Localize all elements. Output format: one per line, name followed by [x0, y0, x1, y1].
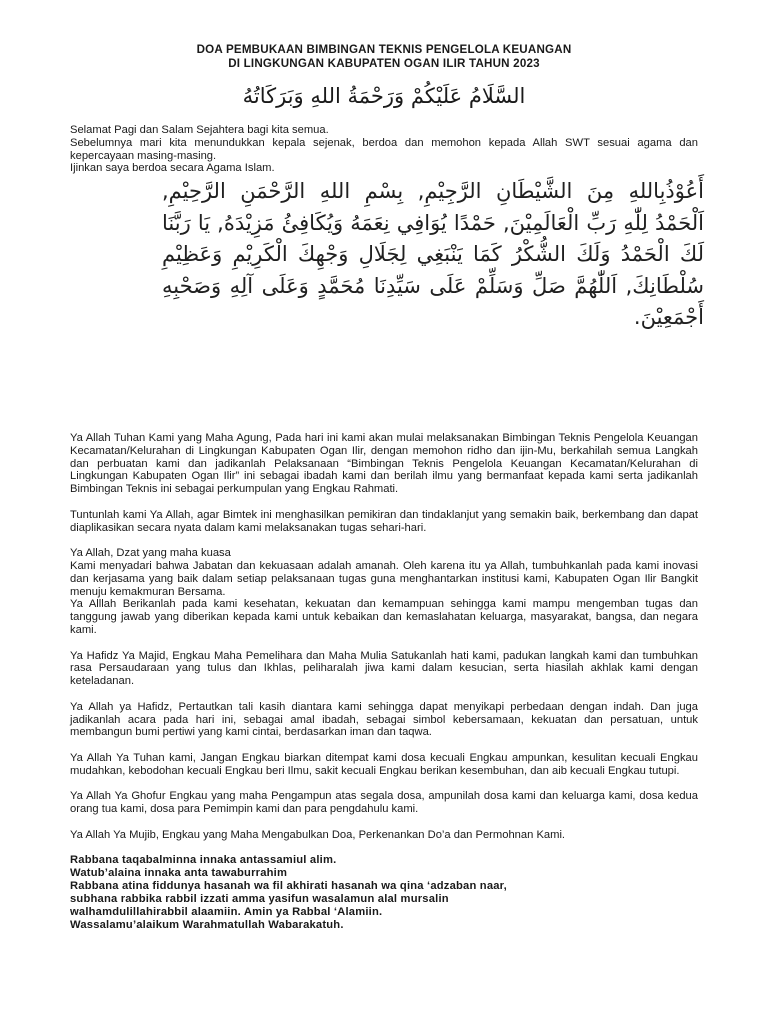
- closing-line: Rabbana atina fiddunya hasanah wa fil akhirati hasanah wa qina ‘adzaban naar,: [70, 880, 507, 893]
- closing-line: subhana rabbika rabbil izzati amma yasifun wasalamun alal mursalin: [70, 893, 449, 906]
- paragraph-hafidz: Ya Allah ya Hafidz, Pertautkan tali kasih diantara kami sehingga dapat menyikapi perbedaan dengan indah. Dan juga jadikanlah acara pada hari ini, sebagai amal ibadah, sebagai simbol kebersamaan, kekuatan dan persatuan, untuk membangun bumi pertiwi yang kami cintai, berdasarkan iman dan taqwa.: [70, 700, 698, 739]
- closing-line: walhamdulillahirabbil alaamiin. Amin ya Rabbal ‘Alamiin.: [70, 906, 383, 919]
- closing-salam: Wassalamu’alaikum Warahmatullah Wabarakatuh.: [70, 919, 344, 932]
- closing-line: Rabbana taqabalminna innaka antassamiul alim.: [70, 854, 337, 867]
- paragraph-hafidz-majid: Ya Hafidz Ya Majid, Engkau Maha Pemelihara dan Maha Mulia Satukanlah hati kami, padukan langkah kami dan tumbuhkan rasa Persaudaraan yang tulus dan Ikhlas, peliharalah jiwa kami dalam kesucian, serta hiasilah akhlak kami dengan keteladanan.: [70, 649, 698, 688]
- prayer-body: [70, 432, 698, 932]
- intro-section: [70, 124, 698, 175]
- paragraph-tuntunlah: Tuntunlah kami Ya Allah, agar Bimtek ini menghasilkan pemikiran dan tindaklanjut yang semakin baik, berkembang dan dapat diaplikasikan secara nyata dalam kami melaksanakan tugas sehari-hari.: [70, 508, 698, 534]
- paragraph-opening: Ya Allah Tuhan Kami yang Maha Agung, Pada hari ini kami akan mulai melaksanakan Bimbingan Teknis Pengelola Keuangan Kecamatan/Kelurahan di Lingkungan Kabupaten Ogan Ilir, dengan memohon ridho dan ijin-Mu, berkahilah semua Langkah dan perbuatan kami dan jadikanlah Pelaksanaan “Bimbingan Teknis Pengelola Keuangan Kecamatan/Kelurahan di Lingkungan Kabupaten Ogan Ilir” ini sebagai ibadah kami dan berilah ilmu yang bermanfaat kepada kami serta jadikanlah Bimbingan Teknis ini sebagai perkumpulan yang Engkau Rahmati.: [70, 432, 698, 496]
- paragraph-mujib: Ya Allah Ya Mujib, Engkau yang Maha Mengabulkan Doa, Perkenankan Do’a dan Permohnan Kami.: [70, 828, 566, 841]
- arabic-salam-heading: السَّلَامُ عَلَيْكُمْ وَرَحْمَةُ اللهِ وَبَرَكَاتُهُ: [242, 84, 526, 108]
- kuasa-heading: Ya Allah, Dzat yang maha kuasa: [70, 547, 231, 560]
- closing-line: Watub’alaina innaka anta tawaburrahim: [70, 867, 288, 880]
- intro-invitation: Sebelumnya mari kita menundukkan kepala sejenak, berdoa dan memohon kepada Allah SWT sesuai agama dan kepercayaan masing-masing.: [70, 136, 698, 162]
- arabic-opening-prayer: أَعُوْذُبِاللهِ مِنَ الشَّيْطَانِ الرَّجِيْمِ, بِسْمِ اللهِ الرَّحْمَنِ الرَّحِيْمِ, اَلْحَمْدُ لِلّٰهِ رَبِّ الْعَالَمِيْنَ, حَمْدًا يُوَافِي نِعَمَهُ وَيُكَافِئُ مَزِيْدَهُ, يَا رَبَّنَا لَكَ الْحَمْدُ وَلَكَ الشُّكْرُ كَمَا يَنْبَغِي لِجَلَالِ وَجْهِكَ الْكَرِيْمِ وَعَظِيْمِ سُلْطَانِكَ, اَللّٰهُمَّ صَلِّ وَسَلِّمْ عَلَى سَيِّدِنَا مُحَمَّدٍ وَعَلَى آلِهِ وَصَحْبِهِ أَجْمَعِيْنَ.: [162, 179, 704, 329]
- title-line-2: DI LINGKUNGAN KABUPATEN OGAN ILIR TAHUN 2023: [228, 57, 540, 70]
- paragraph-ghofur: Ya Allah Ya Ghofur Engkau yang maha Pengampun atas segala dosa, ampunilah dosa kami dan keluarga kami, dosa kedua orang tua kami, dosa para Pemimpin kami dan para pengdahulu kami.: [70, 790, 698, 816]
- closing-prayer: [70, 854, 698, 932]
- document-title: [0, 43, 768, 71]
- kuasa-kesehatan: Ya Alllah Berikanlah pada kami kesehatan, kekuatan dan kemampuan sehingga kami mampu mengemban tugas dan tanggung jawab yang diberikan kepada kami untuk kebaikan dan kemaslahatan keluarga, masyarakat, bangsa, dan negara kami.: [70, 598, 698, 636]
- intro-greeting: Selamat Pagi dan Salam Sejahtera bagi kita semua.: [70, 124, 329, 136]
- intro-islam-prayer: Ijinkan saya berdoa secara Agama Islam.: [70, 162, 275, 175]
- title-line-1: DOA PEMBUKAAN BIMBINGAN TEKNIS PENGELOLA KEUANGAN: [196, 43, 572, 56]
- paragraph-tuhan: Ya Allah Ya Tuhan kami, Jangan Engkau biarkan ditempat kami dosa kecuali Engkau ampunkan, kesulitan kecuali Engkau mudahkan, kebodohan kecuali Engkau beri Ilmu, sakit kecuali Engkau berikan kesembuhan, dan aib kecuali Engkau tutupi.: [70, 751, 698, 777]
- kuasa-amanah: Kami menyadari bahwa Jabatan dan kekuasaan adalah amanah. Oleh karena itu ya Allah, tumbuhkanlah pada kami inovasi dan kerjasama yang baik dalam setiap pelaksanaan tugas guna menghantarkan institusi kami, Kabupaten Ogan Ilir Bangkit menuju kemakmuran Bersama.: [70, 559, 698, 598]
- paragraph-kuasa: [70, 547, 698, 637]
